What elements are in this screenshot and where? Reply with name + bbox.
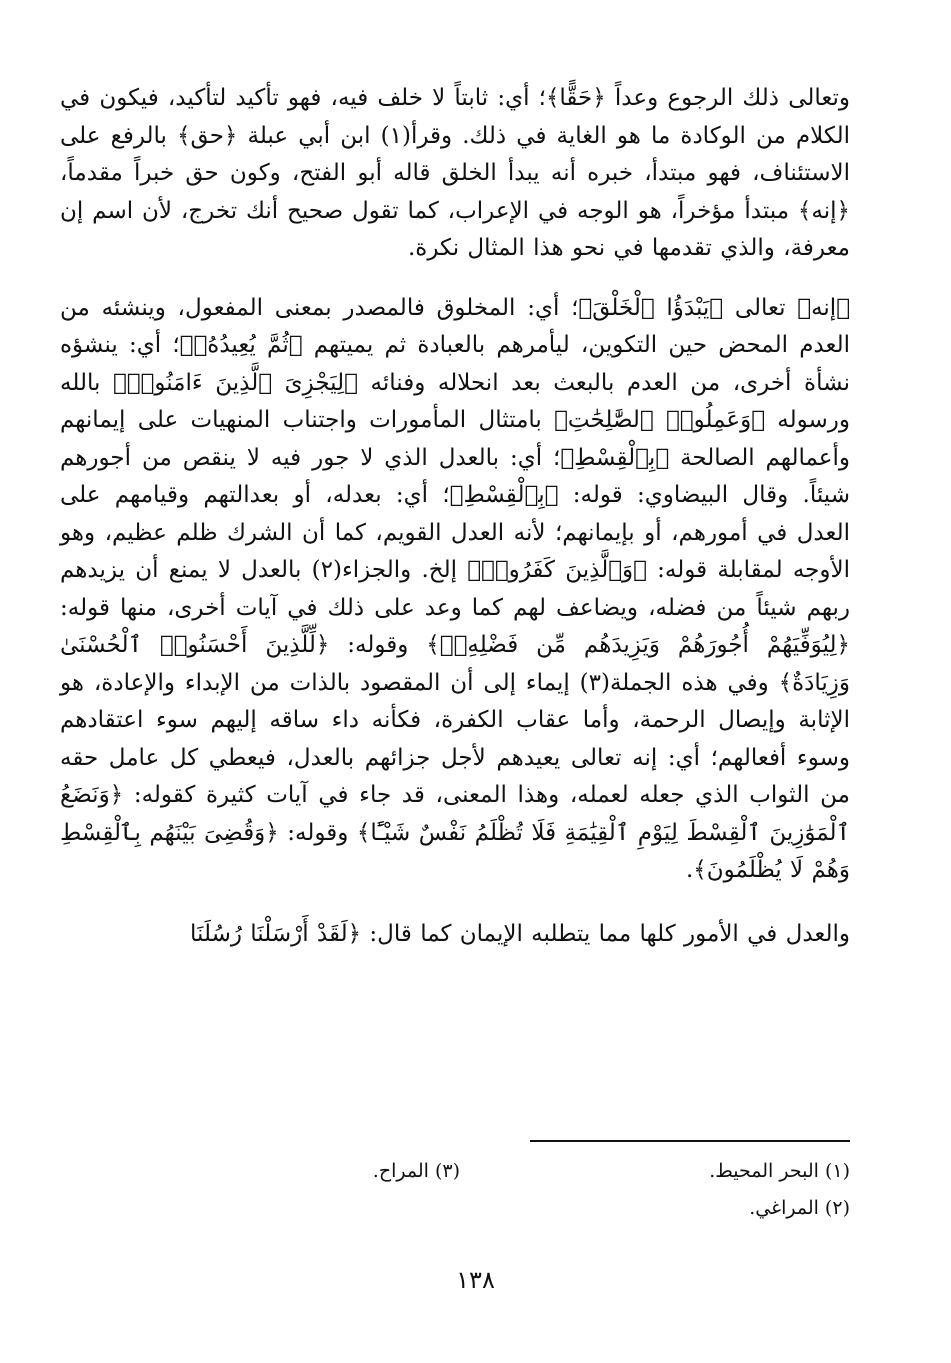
footnote-3: (٣) المراح. [372, 1160, 460, 1182]
footnote-2: (٢) المراغي. [749, 1197, 850, 1219]
footnote-1: (١) البحر المحيط. [709, 1160, 850, 1182]
footnote-divider [530, 1140, 850, 1142]
paragraph-2: ﴿إنه﴾ تعالى ﴿يَبْدَؤُا ٱلْخَلْقَ﴾؛ أي: المخلوق فالمصدر بمعنى المفعول، وينشئه من العدم المحض حين التكوين، ليأمرهم بالعبادة ثم يميتهم ﴿ثُمَّ يُعِيدُهُۥ﴾؛ أي: ينشؤه نشأة أخرى، من العدم بالبعث بعد انحلاله وفنائه ﴿لِيَجْزِىَ ٱلَّذِينَ ءَامَنُوا۟﴾ بالله ورسوله ﴿وَعَمِلُوا۟ ٱلصَّٰلِحَٰتِ﴾ بامتثال المأمورات واجتناب المنهيات على إيمانهم وأعمالهم الصالحة ﴿بِٱلْقِسْطِ﴾؛ أي: بالعدل الذي لا جور فيه لا ينقص من أجورهم شيئاً. وقال البيضاوي: قوله: ﴿بِٱلْقِسْطِ﴾؛ أي: بعدله، أو بعدالتهم وقيامهم على العدل في أمورهم، أو بإيمانهم؛ لأنه العدل القويم، كما أن الشرك ظلم عظيم، وهو الأوجه لمقابلة قوله: ﴿وَٱلَّذِينَ كَفَرُوا۟﴾ إلخ. والجزاء(٢) بالعدل لا يمنع أن يزيدهم ربهم شيئاً من فضله، ويضاعف لهم كما وعد على ذلك في آيات أخرى، منها قوله: ﴿لِيُوَفِّيَهُمْ أُجُورَهُمْ وَيَزِيدَهُم مِّن فَضْلِهِۦٓ﴾ وقوله: ﴿لِّلَّذِينَ أَحْسَنُوا۟ ٱلْحُسْنَىٰ وَزِيَادَةٌ﴾ وفي هذه الجملة(٣) إيماء إلى أن المقصود بالذات من الإبداء والإعادة، هو الإثابة وإيصال الرحمة، وأما عقاب الكفرة، فكأنه داء ساقه إليهم سوء اعتقادهم وسوء أفعالهم؛ أي: إنه تعالى يعيدهم لأجل جزائهم بالعدل، فيعطي كل عامل حقه من الثواب الذي جعله لعمله، وهذا المعنى، قد جاء في آيات كثيرة كقوله: ﴿وَنَضَعُ ٱلْمَوَٰزِينَ ٱلْقِسْطَ لِيَوْمِ ٱلْقِيَٰمَةِ فَلَا تُظْلَمُ نَفْسٌ شَيْـًٔا﴾ وقوله: ﴿وَقُضِىَ بَيْنَهُم بِٱلْقِسْطِ وَهُمْ لَا يُظْلَمُونَ﴾. [60, 294, 851, 883]
page-number: ١٣٨ [456, 1266, 495, 1294]
paragraph-3: والعدل في الأمور كلها مما يتطلبه الإيمان كما قال: ﴿لَقَدْ أَرْسَلْنَا رُسُلَنَا [190, 920, 850, 947]
main-text [60, 80, 850, 953]
paragraph-1: وتعالى ذلك الرجوع وعداً ﴿حَقًّا﴾؛ أي: ثابتاً لا خلف فيه، فهو تأكيد لتأكيد، فيكون في الكلام من الوكادة ما هو الغاية في ذلك. وقرأ(١) ابن أبي عبلة ﴿حق﴾ بالرفع على الاستئناف، فهو مبتدأ، خبره أنه يبدأ الخلق قاله أبو الفتح، وكون حق خبراً مقدماً، ﴿إنه﴾ مبتدأ مؤخراً، هو الوجه في الإعراب، كما تقول صحيح أنك تخرج، لأن اسم إن معرفة، والذي تقدمها في نحو هذا المثال نكرة. [60, 85, 850, 261]
